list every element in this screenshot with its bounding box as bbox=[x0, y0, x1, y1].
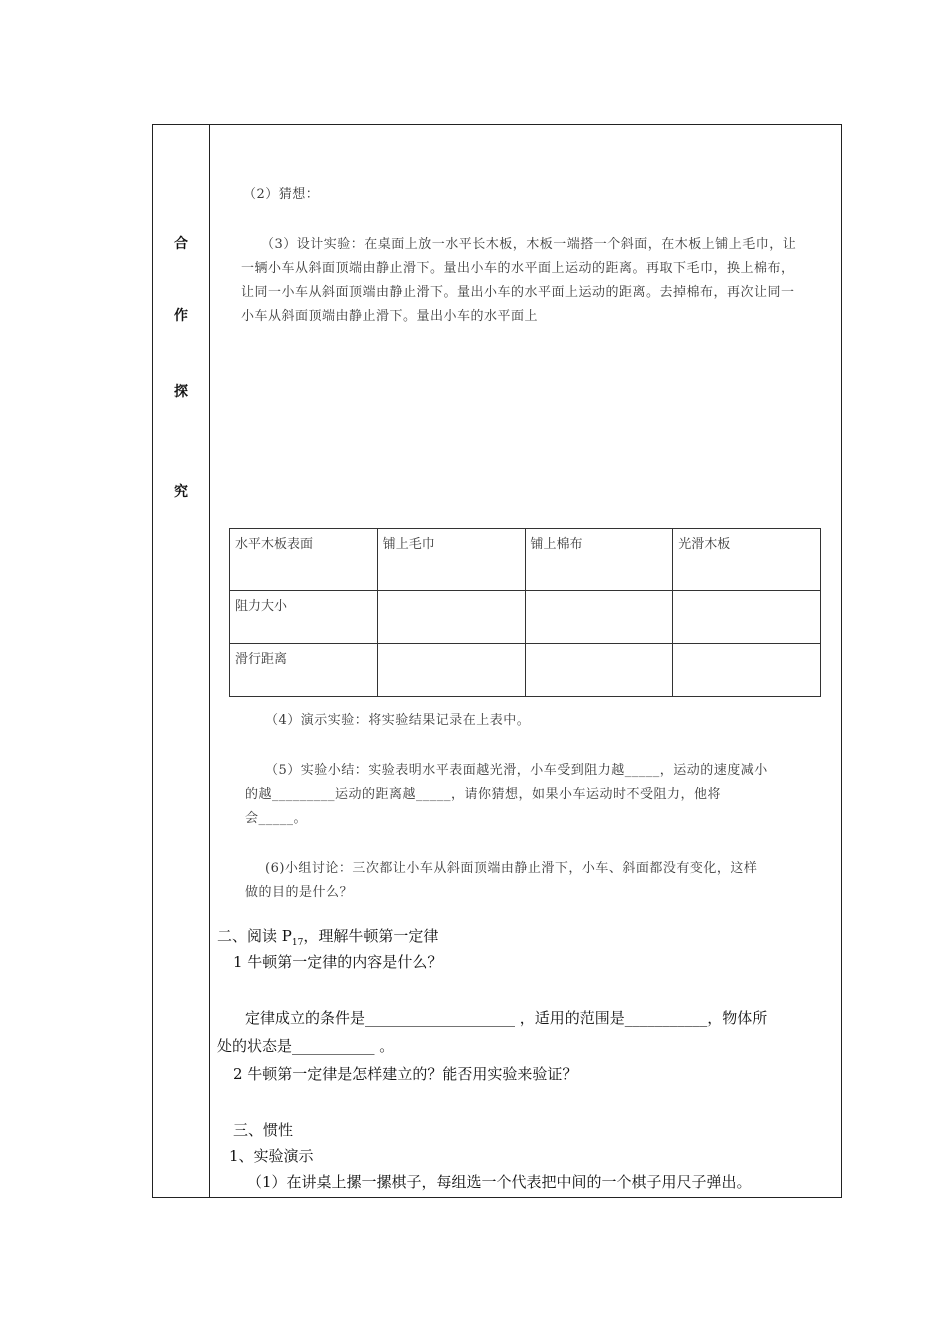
table-row bbox=[230, 644, 821, 697]
design-line-1: （3）设计实验：在桌面上放一水平长木板，木板一端搭一个斜面，在木板上铺上毛巾，让 bbox=[261, 237, 797, 252]
table-header-cell: 水平木板表面 bbox=[230, 529, 378, 591]
conditions-line-2: 处的状态是___________ 。 bbox=[217, 1037, 395, 1055]
column-divider bbox=[209, 125, 210, 1197]
section-two-heading bbox=[217, 925, 438, 948]
demo-line: （4）演示实验：将实验结果记录在上表中。 bbox=[265, 713, 531, 728]
section-three-heading: 三、惯性 bbox=[233, 1121, 294, 1139]
demo-step-1: （1）在讲桌上摞一摞棋子，每组选一个代表把中间的一个棋子用尺子弹出。 bbox=[247, 1173, 752, 1191]
side-label-char-4: 究 bbox=[174, 484, 188, 500]
section-two-suffix: ，理解牛顿第一定律 bbox=[303, 927, 439, 945]
section-two-page-subscript: 17 bbox=[291, 938, 304, 948]
table-cell[interactable] bbox=[673, 644, 821, 697]
table-cell[interactable] bbox=[525, 644, 673, 697]
question-2: 2 牛顿第一定律是怎样建立的？能否用实验来验证？ bbox=[233, 1065, 578, 1083]
worksheet-frame bbox=[152, 124, 842, 1198]
table-header-row bbox=[230, 529, 821, 591]
conditions-line-1: 定律成立的条件是____________________ ，适用的范围是___________，物体所 bbox=[245, 1009, 768, 1027]
table-header-cell: 光滑木板 bbox=[673, 529, 821, 591]
side-label-char-2: 作 bbox=[174, 308, 188, 324]
table-header-cell: 铺上毛巾 bbox=[377, 529, 525, 591]
summary-line-2: 的越_________运动的距离越_____，请你猜想，如果小车运动时不受阻力，他将 bbox=[245, 787, 722, 802]
design-line-4: 小车从斜面顶端由静止滑下。量出小车的水平面上 bbox=[241, 309, 539, 324]
discussion-line-2: 做的目的是什么？ bbox=[245, 885, 354, 900]
section-two-prefix: 二、阅读 P bbox=[217, 927, 292, 945]
table-cell[interactable] bbox=[377, 591, 525, 644]
table-header-cell: 铺上棉布 bbox=[525, 529, 673, 591]
table-cell[interactable] bbox=[377, 644, 525, 697]
table-cell[interactable] bbox=[673, 591, 821, 644]
question-1: 1 牛顿第一定律的内容是什么？ bbox=[233, 953, 443, 971]
side-label-char-1: 合 bbox=[174, 236, 188, 252]
table-row-label: 滑行距离 bbox=[230, 644, 378, 697]
table-row-label: 阻力大小 bbox=[230, 591, 378, 644]
results-table bbox=[229, 528, 821, 697]
summary-line-1: （5）实验小结：实验表明水平表面越光滑，小车受到阻力越_____，运动的速度减小 bbox=[265, 763, 768, 778]
summary-line-3: 会_____。 bbox=[245, 811, 308, 826]
discussion-line-1: (6)小组讨论：三次都让小车从斜面顶端由静止滑下，小车、斜面都没有变化，这样 bbox=[265, 861, 758, 876]
demo-title: 1、实验演示 bbox=[229, 1147, 314, 1165]
design-line-2: 一辆小车从斜面顶端由静止滑下。量出小车的水平面上运动的距离。再取下毛巾，换上棉布， bbox=[241, 261, 795, 276]
table-row bbox=[230, 591, 821, 644]
table-cell[interactable] bbox=[525, 591, 673, 644]
design-line-3: 让同一小车从斜面顶端由静止滑下。量出小车的水平面上运动的距离。去掉棉布，再次让同一 bbox=[241, 285, 795, 300]
guess-line: （2）猜想： bbox=[243, 187, 320, 202]
side-label-char-3: 探 bbox=[174, 384, 188, 400]
